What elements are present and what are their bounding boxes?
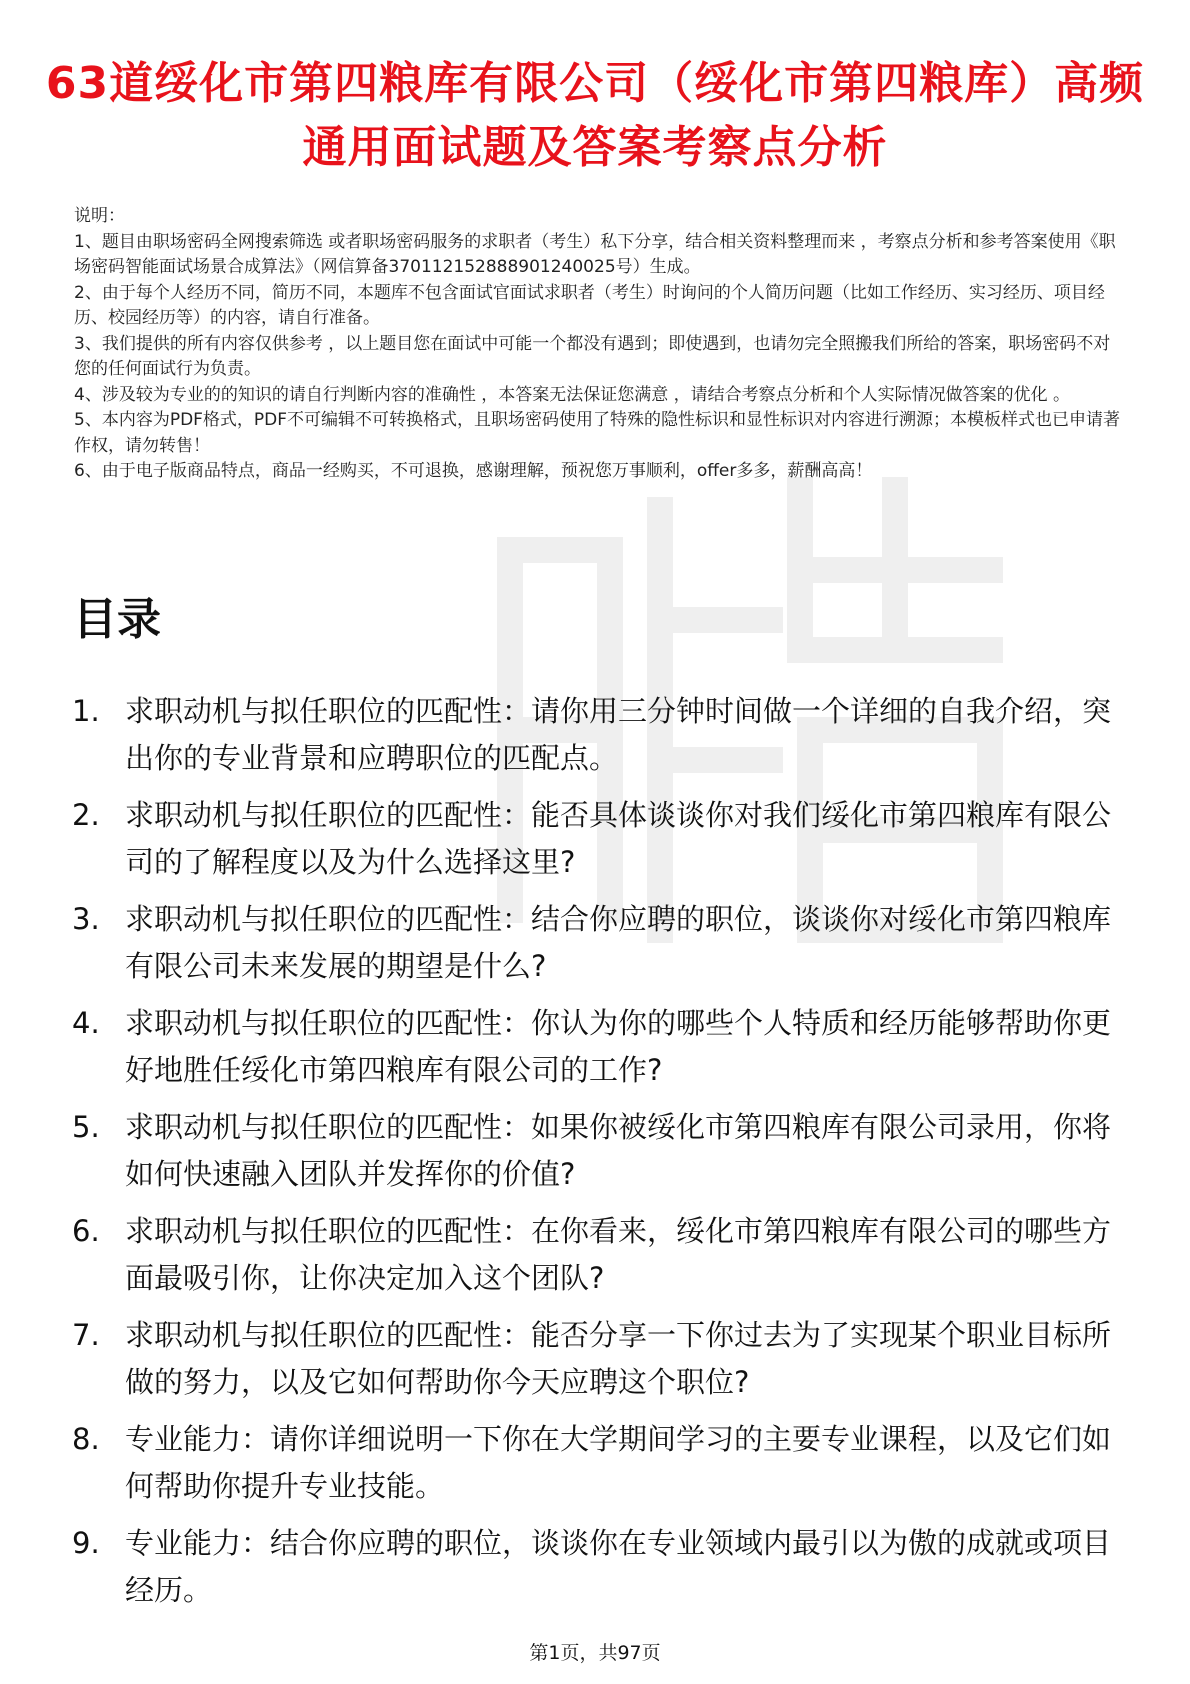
- toc-item-number: 6.: [72, 1214, 100, 1248]
- toc-item[interactable]: [72, 1000, 1112, 1104]
- toc-item-number: 3.: [72, 902, 100, 936]
- toc-item-text: 求职动机与拟任职位的匹配性：请你用三分钟时间做一个详细的自我介绍，突出你的专业背景和应聘职位的匹配点。: [125, 694, 1112, 775]
- toc-item-number: 2.: [72, 798, 100, 832]
- notes-heading: 说明：: [74, 206, 125, 226]
- note-item: 6、由于电子版商品特点，商品一经购买，不可退换，感谢理解，预祝您万事顺利，offer多多，薪酬高高！: [74, 461, 873, 481]
- toc-item-text: 求职动机与拟任职位的匹配性：能否分享一下你过去为了实现某个职业目标所做的努力，以及它如何帮助你今天应聘这个职位?: [125, 1318, 1112, 1399]
- toc-item-text: 求职动机与拟任职位的匹配性：结合你应聘的职位，谈谈你对绥化市第四粮库有限公司未来发展的期望是什么?: [125, 902, 1112, 983]
- toc-item[interactable]: [72, 1312, 1112, 1416]
- toc-item-text: 求职动机与拟任职位的匹配性：在你看来，绥化市第四粮库有限公司的哪些方面最吸引你，让你决定加入这个团队?: [125, 1214, 1112, 1295]
- note-item: 4、涉及较为专业的的知识的请自行判断内容的准确性 ，本答案无法保证您满意 ，请结合考察点分析和个人实际情况做答案的优化 。: [74, 384, 1071, 405]
- toc-item-number: 9.: [72, 1526, 100, 1560]
- toc-item[interactable]: [72, 1520, 1112, 1624]
- toc-item-text: 求职动机与拟任职位的匹配性：如果你被绥化市第四粮库有限公司录用，你将如何快速融入团队并发挥你的价值?: [125, 1110, 1112, 1191]
- page-footer: 第1页，共97页: [529, 1642, 661, 1664]
- toc-item-text: 求职动机与拟任职位的匹配性：能否具体谈谈你对我们绥化市第四粮库有限公司的了解程度以及为什么选择这里?: [125, 798, 1112, 879]
- disclaimer-notes: [74, 204, 1124, 485]
- note-item: 1、题目由职场密码全网搜索筛选 或者职场密码服务的求职者（考生）私下分享，结合相关资料整理而来 ，考察点分析和参考答案使用《职场密码智能面试场景合成算法》（网信算备370112152888901240025号）生成。: [74, 231, 1116, 277]
- toc-item[interactable]: [72, 1208, 1112, 1312]
- toc-item-number: 5.: [72, 1110, 100, 1144]
- toc-item-number: 7.: [72, 1318, 100, 1352]
- toc-item-number: 4.: [72, 1006, 100, 1040]
- note-item: 3、我们提供的所有内容仅供参考 ，以上题目您在面试中可能一个都没有遇到；即使遇到，也请勿完全照搬我们所给的答案，职场密码不对您的任何面试行为负责。: [74, 333, 1111, 379]
- toc-item[interactable]: [72, 896, 1112, 1000]
- note-item: 2、由于每个人经历不同，简历不同，本题库不包含面试官面试求职者（考生）时询问的个人简历问题（比如工作经历、实习经历、项目经历、校园经历等）的内容，请自行准备。: [74, 282, 1105, 328]
- toc-item-text: 求职动机与拟任职位的匹配性：你认为你的哪些个人特质和经历能够帮助你更好地胜任绥化市第四粮库有限公司的工作?: [125, 1006, 1112, 1087]
- toc-heading: 目录: [73, 594, 161, 645]
- document-title: 63道绥化市第四粮库有限公司（绥化市第四粮库）高频通用面试题及答案考察点分析: [45, 58, 1145, 173]
- toc-item-number: 1.: [72, 694, 100, 728]
- toc-item[interactable]: [72, 1416, 1112, 1520]
- toc-item[interactable]: [72, 792, 1112, 896]
- toc-item-number: 8.: [72, 1422, 100, 1456]
- toc-item[interactable]: [72, 688, 1112, 792]
- toc-item-text: 专业能力：结合你应聘的职位，谈谈你在专业领域内最引以为傲的成就或项目经历。: [125, 1526, 1112, 1607]
- table-of-contents: [72, 688, 1112, 1624]
- toc-item[interactable]: [72, 1104, 1112, 1208]
- toc-item-text: 专业能力：请你详细说明一下你在大学期间学习的主要专业课程，以及它们如何帮助你提升专业技能。: [125, 1422, 1112, 1503]
- note-item: 5、本内容为PDF格式，PDF不可编辑不可转换格式，且职场密码使用了特殊的隐性标识和显性标识对内容进行溯源；本模板样式也已申请著作权，请勿转售！: [74, 410, 1121, 456]
